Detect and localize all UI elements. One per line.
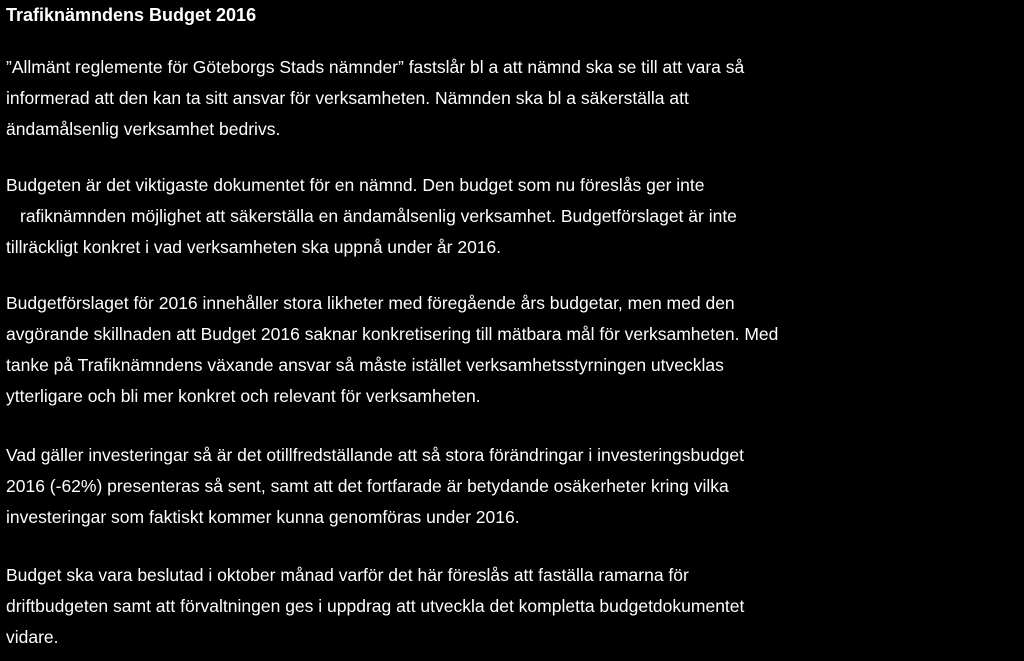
paragraph-budget-importance: [6, 170, 1018, 263]
text-line: Budgetförslaget för 2016 innehåller stora likheter med föregående års budgetar, men med den: [6, 293, 735, 313]
paragraph-reglemente: [6, 52, 1018, 145]
text-line: ”Allmänt reglemente för Göteborgs Stads nämnder” fastslår bl a att nämnd ska se till att vara så: [6, 57, 745, 77]
text-line: 2016 (-62%) presenteras så sent, samt att det fortfarade är betydande osäkerheter kring vilka: [6, 476, 729, 496]
text-line: tanke på Trafiknämndens växande ansvar så måste istället verksamhetsstyrningen utvecklas: [6, 355, 724, 375]
text-line: ytterligare och bli mer konkret och relevant för verksamheten.: [6, 386, 481, 406]
document-title: Trafiknämndens Budget 2016: [6, 5, 257, 25]
paragraph-decision: [6, 560, 1018, 653]
text-line: tillräckligt konkret i vad verksamheten ska uppnå under år 2016.: [6, 237, 502, 257]
text-line: investeringar som faktiskt kommer kunna genomföras under 2016.: [6, 507, 520, 527]
text-line: Budgeten är det viktigaste dokumentet för en nämnd. Den budget som nu föreslås ger inte: [6, 175, 705, 195]
paragraph-budget-comparison: [6, 288, 1018, 412]
paragraph-investments: [6, 440, 1018, 533]
text-line: Vad gäller investeringar så är det otillfredställande att så stora förändringar i investeringsbudget: [6, 445, 745, 465]
text-line: driftbudgeten samt att förvaltningen ges i uppdrag att utveckla det kompletta budgetdokumentet: [6, 596, 745, 616]
text-line: vidare.: [6, 627, 59, 647]
text-line: Budget ska vara beslutad i oktober månad varför det här föreslås att faställa ramarna för: [6, 565, 689, 585]
text-line: informerad att den kan ta sitt ansvar för verksamheten. Nämnden ska bl a säkerställa att: [6, 88, 689, 108]
text-line: rafiknämnden möjlighet att säkerställa en ändamålsenlig verksamhet. Budgetförslaget är inte: [20, 206, 737, 226]
document-page: [6, 0, 1018, 661]
text-line: ändamålsenlig verksamhet bedrivs.: [6, 119, 281, 139]
text-line: avgörande skillnaden att Budget 2016 saknar konkretisering till mätbara mål för verksamheten. Med: [6, 324, 779, 344]
